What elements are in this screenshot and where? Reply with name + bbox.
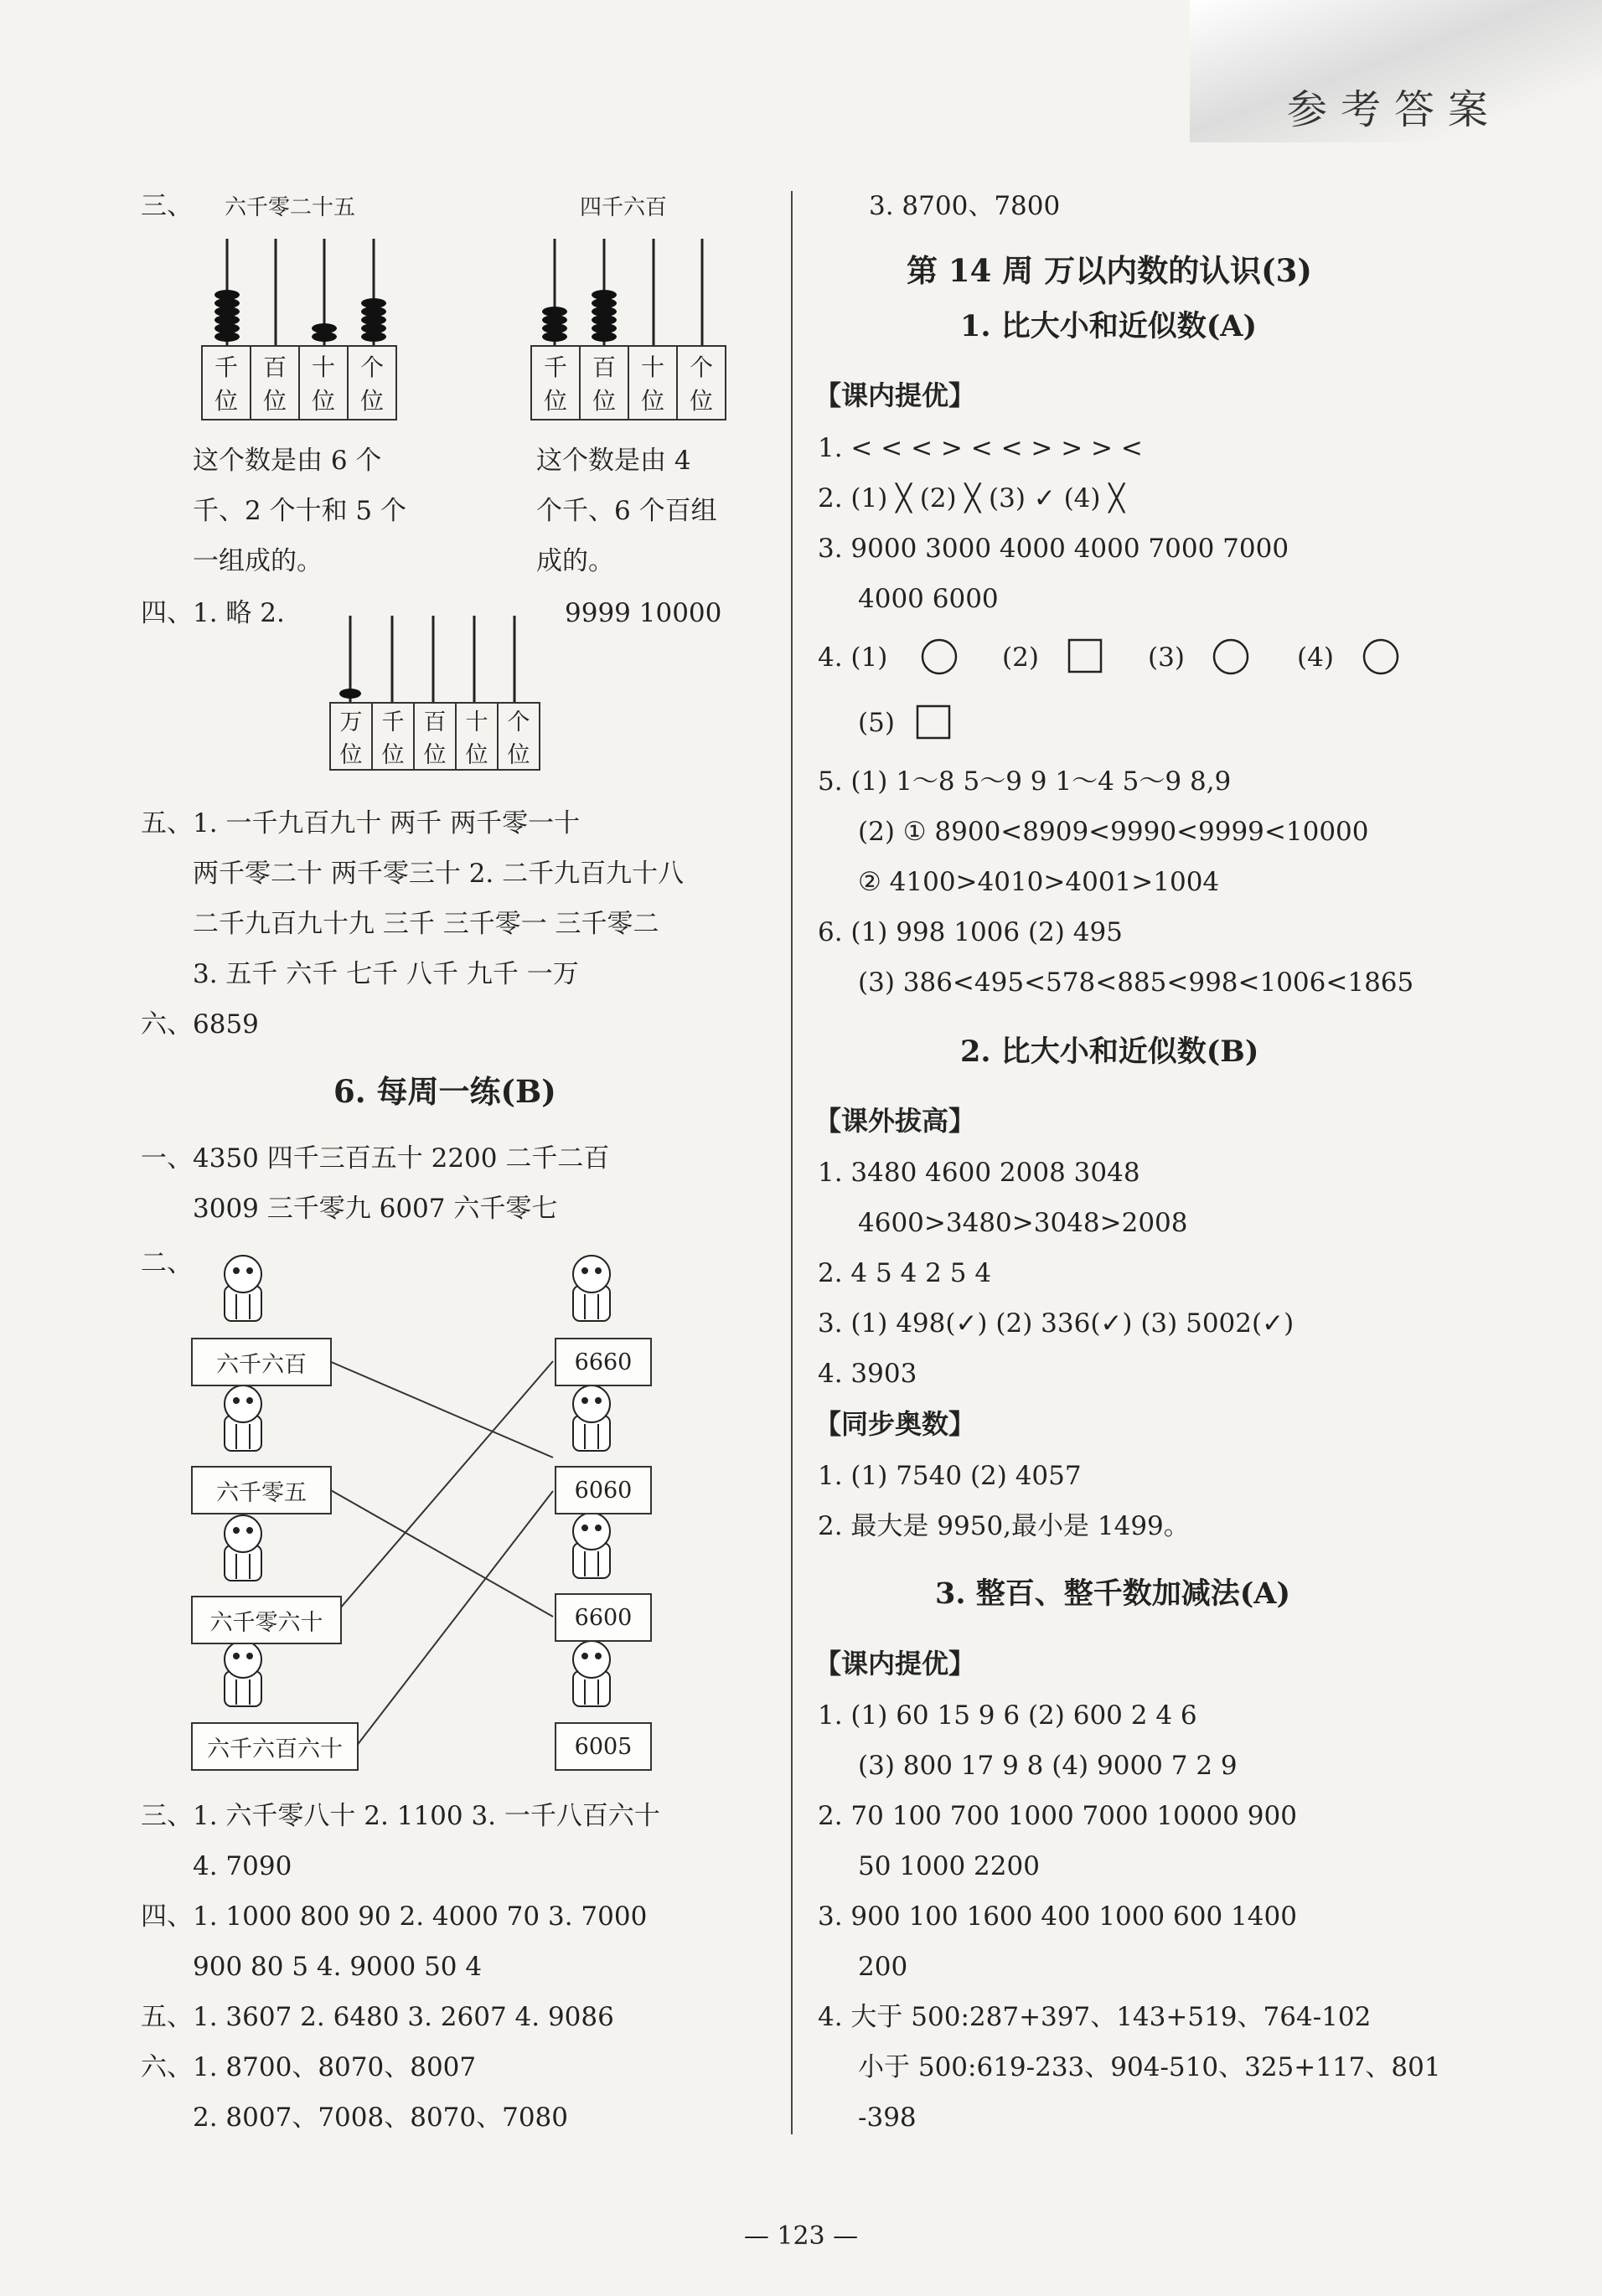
place-cell: 十 位: [457, 702, 499, 771]
sec2-title: 2. 比大小和近似数(B): [960, 1034, 1259, 1069]
c1-line: 1. (1) 7540 (2) 4057: [818, 1461, 1082, 1491]
d2-line-2: 50 1000 2200: [858, 1851, 1040, 1881]
s5-line-2: 两千零二十 两千零三十 2. 二千九百九十八: [193, 859, 685, 889]
match-right-2: 6060: [555, 1466, 652, 1514]
match-left-4: 六千六百六十: [191, 1722, 359, 1771]
a6-line-2: (3) 386<495<578<885<998<1006<1865: [858, 967, 1414, 998]
abacus-c: [339, 616, 514, 702]
a4-p1: 4. (1): [818, 642, 888, 673]
d2-line-1: 2. 70 100 700 1000 7000 10000 900: [818, 1801, 1297, 1831]
page-number: — 123 —: [743, 2221, 859, 2251]
d4-line-1: 4. 大于 500:287+397、143+519、764-102: [818, 2002, 1372, 2032]
s4-values: 9999 10000: [565, 598, 722, 628]
place-cell: 个 位: [499, 702, 540, 771]
d4-line-2: 小于 500:619-233、904-510、325+117、801: [858, 2052, 1441, 2082]
abacus-b-text-3: 成的。: [536, 546, 614, 576]
place-cell: 百 位: [581, 345, 629, 421]
w4-line-1: 四、1. 1000 800 90 2. 4000 70 3. 7000: [141, 1901, 648, 1932]
d4-line-3: -398: [858, 2103, 917, 2133]
abacus-a-text-1: 这个数是由 6 个: [193, 446, 382, 476]
s4-text: 四、1. 略 2.: [141, 598, 285, 628]
sec3-title: 3. 整百、整千数加减法(A): [935, 1576, 1290, 1611]
hdr-kenei-2: 【课内提优】: [814, 1648, 976, 1679]
s5-line-3: 二千九百九十九 三千 三千零一 三千零二: [193, 909, 659, 939]
place-cell: 个 位: [349, 345, 397, 421]
abacus-b: [542, 239, 702, 345]
d3-line-2: 200: [858, 1952, 908, 1982]
a5-line-1: 5. (1) 1～8 5～9 9 1～4 5～9 8,9: [818, 766, 1232, 797]
w3-line-2: 4. 7090: [193, 1851, 292, 1881]
abacus-a: [214, 239, 386, 345]
place-cell: 十 位: [629, 345, 678, 421]
w6-line-2: 2. 8007、7008、8070、7080: [193, 2103, 569, 2133]
s5-line-1: 五、1. 一千九百九十 两千 两千零一十: [141, 808, 581, 838]
match-right-1: 6660: [555, 1338, 652, 1386]
place-cell: 千 位: [373, 702, 415, 771]
place-cell: 十 位: [300, 345, 349, 421]
hdr-aoshu: 【同步奥数】: [814, 1408, 976, 1440]
match-left-1: 六千六百: [191, 1338, 332, 1386]
place-cell: 万 位: [329, 702, 373, 771]
week14-title: 第 14 周 万以内数的认识(3): [907, 252, 1312, 289]
hdr-kewai: 【课外拔高】: [814, 1105, 976, 1137]
d3-line-1: 3. 900 100 1600 400 1000 600 1400: [818, 1901, 1297, 1932]
place-cell: 百 位: [415, 702, 457, 771]
hdr-kenei-1: 【课内提优】: [814, 379, 976, 411]
a5-line-3: ② 4100>4010>4001>1004: [858, 867, 1220, 897]
w3-line-1: 三、1. 六千零八十 2. 1100 3. 一千八百六十: [141, 1801, 660, 1831]
abacus-a-places: [201, 345, 397, 421]
a4-p3: (3): [1148, 642, 1185, 673]
c2-line: 2. 最大是 9950,最小是 1499。: [818, 1511, 1190, 1541]
abacus-b-places: [530, 345, 726, 421]
b3-line: 3. (1) 498(✓) (2) 336(✓) (3) 5002(✓): [818, 1308, 1295, 1339]
match-left-3: 六千零六十: [191, 1596, 342, 1644]
b2-line: 2. 4 5 4 2 5 4: [818, 1258, 992, 1288]
d1-line-2: (3) 800 17 9 8 (4) 9000 7 2 9: [858, 1751, 1238, 1781]
page-header-title: 参考答案: [1286, 86, 1501, 133]
w1-line-1: 一、4350 四千三百五十 2200 二千二百: [141, 1143, 610, 1174]
a1-line: 1. < < < > < < > > > <: [818, 433, 1143, 463]
abacus-a-text-2: 千、2 个十和 5 个: [193, 496, 407, 526]
week-b-title: 6. 每周一练(B): [333, 1073, 556, 1110]
s6-line: 六、6859: [141, 1009, 259, 1040]
r0-line: 3. 8700、7800: [869, 191, 1061, 221]
a3-line-1: 3. 9000 3000 4000 4000 7000 7000: [818, 534, 1289, 564]
s3-label: 三、: [141, 191, 193, 221]
a6-line-1: 6. (1) 998 1006 (2) 495: [818, 917, 1123, 947]
a4-p5: (5): [858, 708, 895, 738]
match-right-3: 6600: [555, 1593, 652, 1642]
abacus-c-places: [329, 702, 540, 771]
a4-p4: (4): [1297, 642, 1334, 673]
a5-line-2: (2) ① 8900<8909<9990<9999<10000: [858, 817, 1369, 847]
place-cell: 千 位: [201, 345, 251, 421]
a4-p2: (2): [1002, 642, 1039, 673]
w2-label: 二、: [141, 1248, 193, 1278]
abacus-b-title: 四千六百: [580, 195, 668, 220]
b1-line-2: 4600>3480>3048>2008: [858, 1208, 1188, 1238]
s5-line-4: 3. 五千 六千 七千 八千 九千 一万: [193, 959, 579, 989]
w6-line-1: 六、1. 8700、8070、8007: [141, 2052, 477, 2082]
w4-line-2: 900 80 5 4. 9000 50 4: [193, 1952, 483, 1982]
w1-line-2: 3009 三千零九 6007 六千零七: [193, 1194, 558, 1224]
abacus-a-title: 六千零二十五: [225, 195, 356, 220]
abacus-b-text-1: 这个数是由 4: [536, 446, 691, 476]
place-cell: 百 位: [251, 345, 300, 421]
a2-line: 2. (1) ╳ (2) ╳ (3) ✓ (4) ╳: [818, 483, 1125, 513]
w5-line: 五、1. 3607 2. 6480 3. 2607 4. 9086: [141, 2002, 614, 2032]
match-right-4: 6005: [555, 1722, 652, 1771]
a3-line-2: 4000 6000: [858, 584, 999, 614]
d1-line-1: 1. (1) 60 15 9 6 (2) 600 2 4 6: [818, 1700, 1197, 1731]
sec1-title: 1. 比大小和近似数(A): [960, 309, 1257, 343]
matching-lines: [329, 1361, 553, 1747]
b1-line-1: 1. 3480 4600 2008 3048: [818, 1158, 1140, 1188]
b4-line: 4. 3903: [818, 1359, 917, 1389]
place-cell: 千 位: [530, 345, 581, 421]
match-left-2: 六千零五: [191, 1466, 332, 1514]
place-cell: 个 位: [678, 345, 726, 421]
abacus-a-text-3: 一组成的。: [193, 546, 323, 576]
abacus-b-text-2: 个千、6 个百组: [536, 496, 717, 526]
